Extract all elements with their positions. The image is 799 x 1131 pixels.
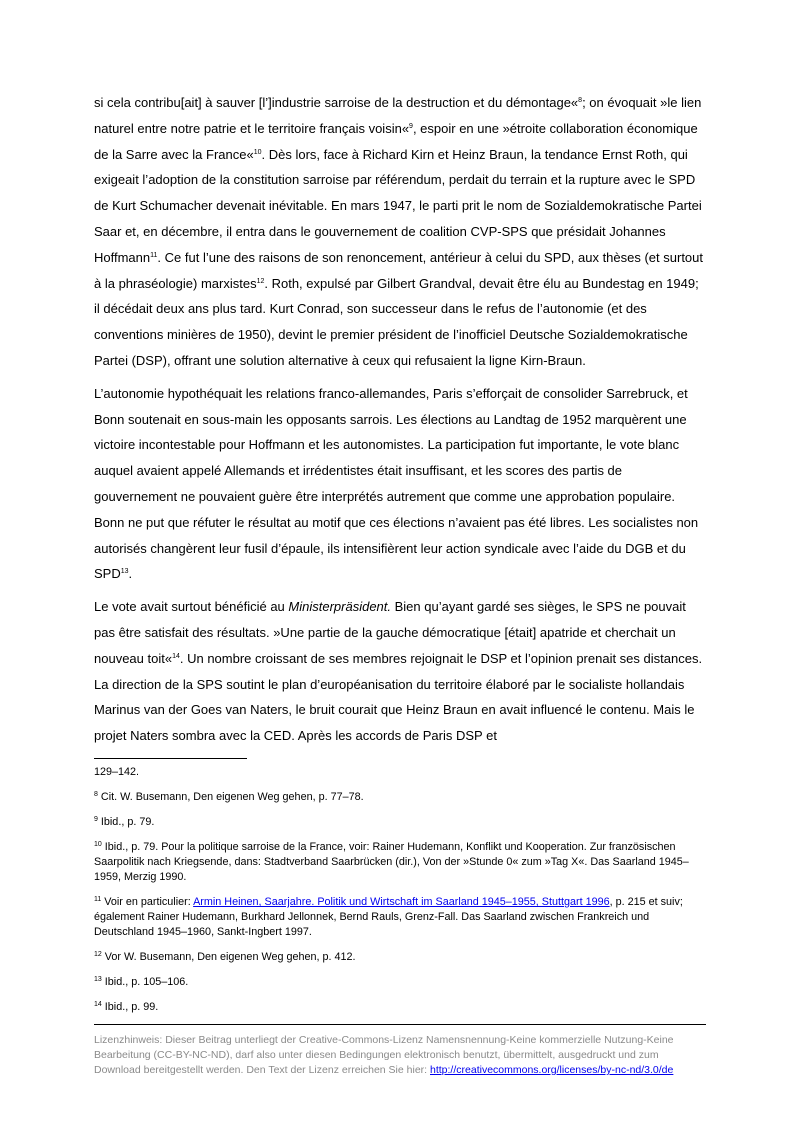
body-paragraph-1 <box>94 90 706 374</box>
footnote-ref-10[interactable]: 10 <box>253 148 262 156</box>
footnote-text: Ibid., p. 99. <box>101 1000 159 1013</box>
footnote-13 <box>94 975 706 990</box>
body-paragraph-3 <box>94 594 706 749</box>
footnote-ref-8[interactable]: 8 <box>578 97 583 104</box>
text-run: . Ce fut l’une des raisons de son renoncement, antérieur à celui du SPD, aux thèses (et surtout à la phraséologie) marxistes <box>94 249 704 291</box>
text-run: , espoir en une »étroite collaboration économique de la Sarre avec la France« <box>94 120 698 162</box>
text-run: si cela contribu[ait] à sauver [l’]industrie sarroise de la destruction et du démontage« <box>94 95 579 110</box>
footnote-text: Ibid., p. 105–106. <box>101 975 189 988</box>
license-link[interactable]: http://creativecommons.org/licenses/by-nc-nd/3.0/de <box>430 1064 674 1076</box>
footnote-text: , p. 215 et suiv; également Rainer Hudemann, Burkhard Jellonnek, Bernd Rauls, Grenz-Fall. Das Saarland zwischen Frankreich und Deutschland 1945–1960, Sankt-Ingbert 1997. <box>94 895 683 938</box>
footnote-number: 10 <box>94 840 102 848</box>
license-notice <box>94 1033 706 1078</box>
text-run: Bien qu’ayant gardé ses sièges, le SPS ne pouvait pas être satisfait des résultats. »Une partie de la gauche démocratique [était] apatride et cherchait un nouveau toit« <box>94 599 686 666</box>
footnote-9 <box>94 815 706 830</box>
footnote-text: Voir en particulier: <box>101 895 194 908</box>
text-run: . Roth, expulsé par Gilbert Grandval, devait être élu au Bundestag en 1949; il décédait deux ans plus tard. Kurt Conrad, son successeur dans le refus de l’autonomie (et des conventions minières de 1950), devint le premier président de l’inofficiel Deutsche Sozialdemokratische Partei (DSP), offrant une solution alternative à ceux qui refusaient la ligne Kirn-Braun. <box>94 275 699 368</box>
footnote-12 <box>94 950 706 965</box>
footnote-number: 14 <box>94 1000 102 1008</box>
footnote-8 <box>94 790 706 805</box>
footnote-14 <box>94 1000 706 1015</box>
emphasis-text: Ministerpräsident. <box>288 599 392 615</box>
footnote-ref-11[interactable]: 11 <box>150 251 158 259</box>
footnote-ref-12[interactable]: 12 <box>256 277 265 285</box>
footnote-number: 12 <box>94 950 102 958</box>
footnote-10 <box>94 840 706 885</box>
footnote-text: Ibid., p. 79. <box>97 815 155 828</box>
footnote-number: 8 <box>94 790 98 798</box>
footnote-separator <box>94 758 247 759</box>
footnote-number: 9 <box>94 815 98 823</box>
license-separator <box>94 1024 706 1025</box>
footnote-text: Cit. W. Busemann, Den eigenen Weg gehen, p. 77–78. <box>97 790 364 803</box>
license-text: Lizenzhinweis: Dieser Beitrag unterliegt der Creative-Commons-Lizenz Namensnennung-Keine kommerzielle Nutzung-Keine Bearbeitung (CC-BY-NC-ND), darf also unter diesen Bedingungen elektronisch benutzt, übermittelt, ausgedruckt und zum Download bereitgestellt werden. Den Text der Lizenz erreichen Sie hier: <box>94 1034 674 1076</box>
text-run: . Dès lors, face à Richard Kirn et Heinz Braun, la tendance Ernst Roth, qui exigeait l’adoption de la constitution sarroise par référendum, perdait du terrain et la rupture avec le SPD de Kurt Schumacher devenait inévitable. En mars 1947, le parti prit le nom de Sozialdemokratische Partei Saar et, en décembre, il entra dans le gouvernement de coalition CVP-SPS que présidait Johannes Hoffmann <box>94 146 702 265</box>
text-run: L’autonomie hypothéquait les relations franco-allemandes, Paris s’efforçait de consolider Sarrebruck, et Bonn soutenait en sous-main les opposants sarrois. Les élections au Landtag de 1952 marquèrent une victoire incontestable pour Hoffmann et les autonomistes. La participation fut importante, le vote blanc auquel avaient appelé Allemands et irrédentistes était insuffisant, et les scores des partis de gouvernement ne pouvaient guère être interprétés autrement que comme une approbation populaire. Bonn ne put que réfuter le résultat au motif que ces élections n’avaient pas été libres. Les socialistes non autorisés changèrent leur fusil d’épaule, ils intensifièrent leur action syndicale avec l’aide du DGB et du SPD <box>94 385 699 582</box>
footnote-ref-9[interactable]: 9 <box>409 122 413 130</box>
footnote-number: 13 <box>94 975 102 983</box>
footnote-11 <box>94 895 706 940</box>
text-run: ; on évoquait »le lien naturel entre notre patrie et le territoire français voisin« <box>94 95 702 136</box>
document-page <box>94 90 706 1025</box>
text-run: . Un nombre croissant de ses membres rejoignait le DSP et l’opinion prenait ses distances. La direction de la SPS soutint le plan d’européanisation du territoire élaboré par le socialiste hollandais Marinus van der Goes van Naters, le bruit courait que Heinz Braun en avait influencé le contenu. Mais le projet Naters sombra avec la CED. Après les accords de Paris DSP et <box>94 650 703 744</box>
footnote-text: Vor W. Busemann, Den eigenen Weg gehen, p. 412. <box>101 950 356 963</box>
body-paragraph-2 <box>94 381 706 587</box>
footnote-reference-link[interactable]: Armin Heinen, Saarjahre. Politik und Wirtschaft im Saarland 1945–1955, Stuttgart 1996 <box>193 895 610 908</box>
footnote-ref-14[interactable]: 14 <box>172 652 180 660</box>
footnote-continuation: 129–142. <box>94 765 140 778</box>
footnote-number: 11 <box>94 895 102 903</box>
text-run: . <box>128 566 133 582</box>
footnote-text: Ibid., p. 79. Pour la politique sarroise de la France, voir: Rainer Hudemann, Konflikt und Kooperation. Zur französischen Saarpolitik nach Kriegsende, dans: Stadtverband Saarbrücken (dir.), Von der »Stunde 0« zum »Tag X«. Das Saarland 1945–1959, Merzig 1990. <box>94 840 689 883</box>
text-run: Le vote avait surtout bénéficié au <box>94 599 289 615</box>
footnote-ref-13[interactable]: 13 <box>120 568 129 576</box>
